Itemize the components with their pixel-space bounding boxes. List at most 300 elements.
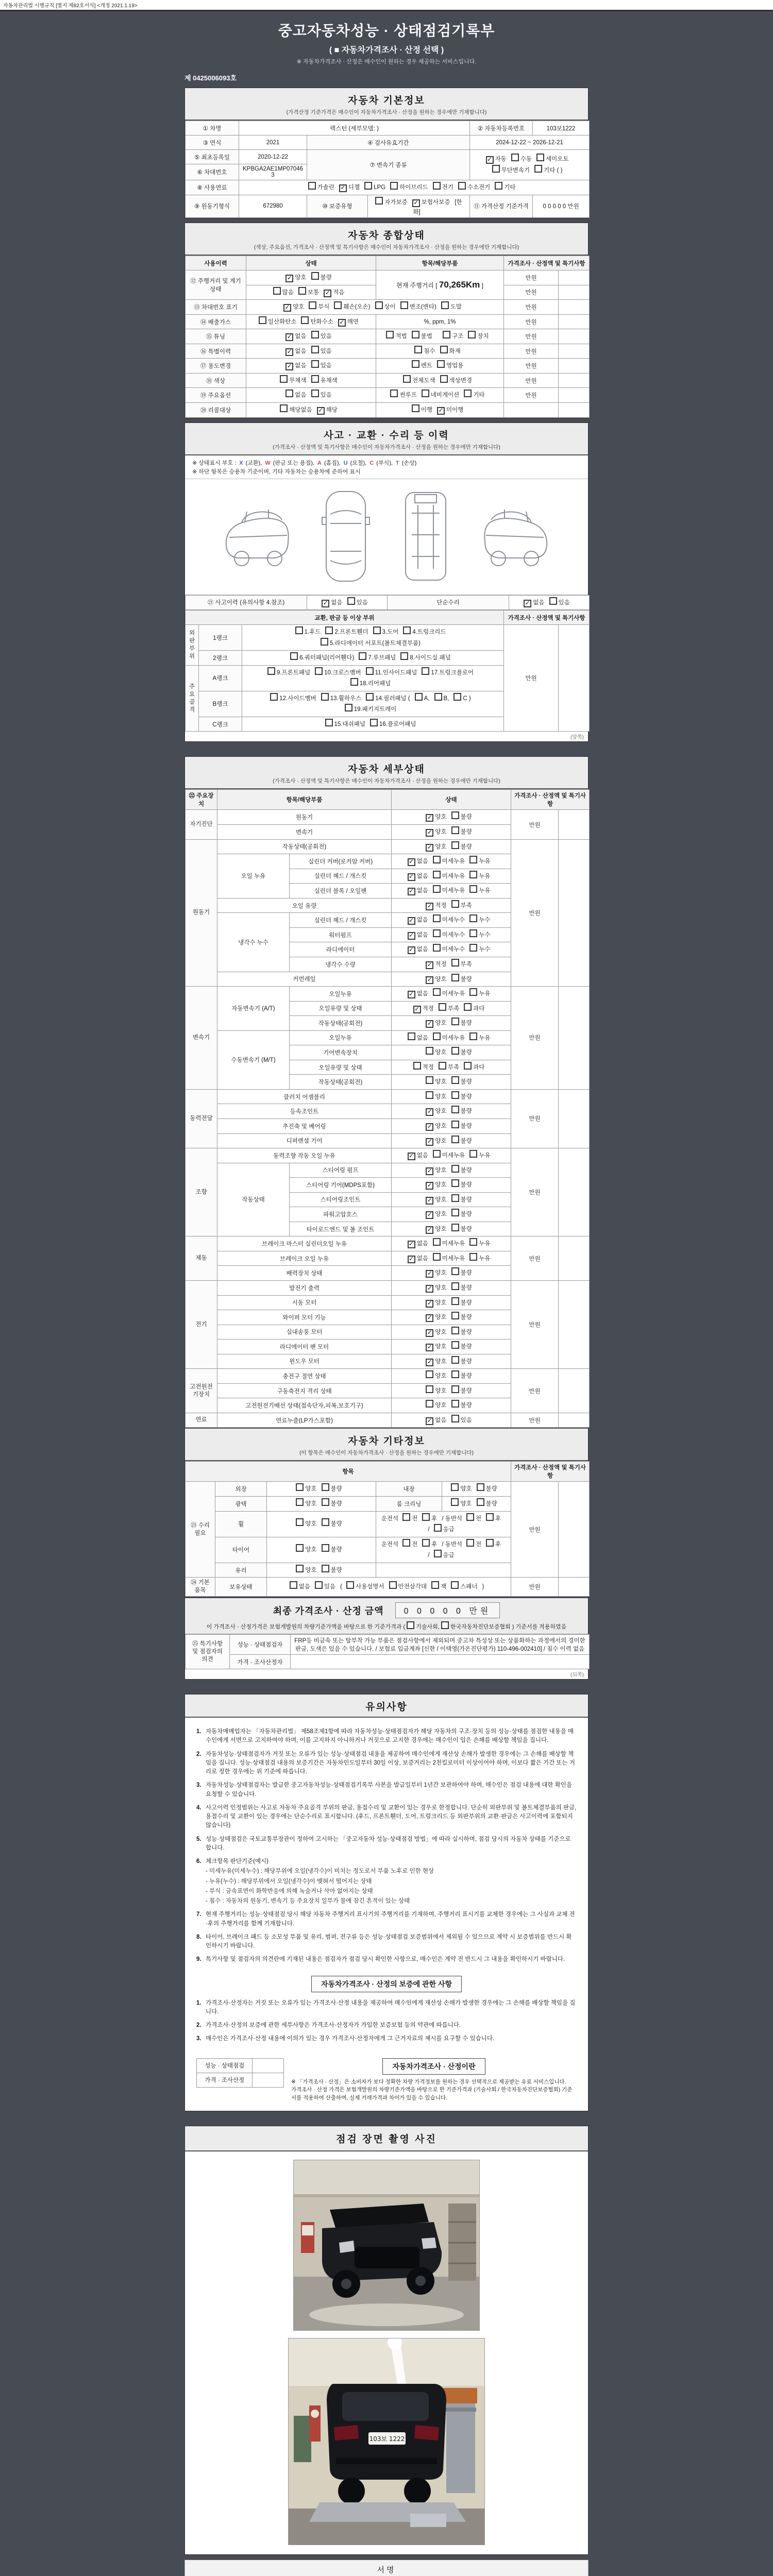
checkbox-checked[interactable]: ✓	[426, 976, 433, 984]
option-unchecked	[290, 652, 354, 664]
checkbox-unchecked[interactable]	[434, 693, 442, 701]
checkbox-unchecked[interactable]	[433, 1032, 441, 1040]
checkbox-checked[interactable]: ✓	[408, 858, 415, 866]
checkbox-unchecked[interactable]	[443, 331, 450, 338]
checkbox-checked[interactable]: ✓	[426, 1226, 433, 1234]
checkbox-unchecked[interactable]	[451, 1498, 459, 1506]
empty-cell	[559, 403, 590, 418]
checkbox-unchecked[interactable]	[400, 652, 408, 660]
checkbox-unchecked[interactable]	[311, 360, 319, 368]
checkbox-unchecked[interactable]	[451, 959, 459, 967]
value-cell	[291, 1655, 590, 1669]
option-label: 화재	[449, 348, 461, 354]
checkbox-unchecked[interactable]	[469, 885, 477, 893]
checkbox-unchecked[interactable]	[441, 1621, 449, 1629]
checkbox-unchecked[interactable]	[469, 988, 477, 996]
checkbox-unchecked[interactable]	[296, 1565, 304, 1572]
checkbox-unchecked[interactable]	[433, 1238, 441, 1246]
option-label: 가솔린	[317, 184, 334, 191]
option-label: 불량	[330, 1521, 342, 1528]
checkbox-checked[interactable]: ✓	[426, 1329, 433, 1337]
options-cell	[392, 1075, 511, 1090]
checkbox-unchecked[interactable]	[322, 1565, 329, 1572]
checkbox-unchecked[interactable]	[322, 1518, 329, 1526]
checkbox-unchecked[interactable]	[366, 693, 374, 701]
option-unchecked	[301, 316, 333, 328]
checkbox-unchecked[interactable]	[412, 360, 419, 368]
checkbox-unchecked[interactable]	[433, 1150, 441, 1158]
checkbox-unchecked[interactable]	[469, 871, 477, 878]
checkbox-unchecked[interactable]	[298, 287, 306, 295]
checkbox-unchecked[interactable]	[477, 1483, 484, 1491]
checkbox-unchecked[interactable]	[451, 1106, 459, 1113]
checkbox-unchecked[interactable]	[295, 626, 303, 634]
row-label: A랭크	[199, 665, 242, 691]
checkbox-unchecked[interactable]	[434, 1550, 442, 1557]
checkbox-checked[interactable]: ✓	[408, 1256, 415, 1263]
option-unchecked	[451, 1209, 472, 1220]
options-cell	[392, 972, 511, 987]
checkbox-unchecked[interactable]	[325, 626, 333, 634]
checkbox-checked[interactable]: ✓	[408, 991, 415, 998]
checkbox-unchecked[interactable]	[390, 389, 398, 397]
notice-item: 5. 성능·상태점검은 국토교통부장관이 정하여 고시하는 「중고자동차 성능·상태점검 방법」에 따라 실시하며, 점검 당시의 자동차 상태를 기준으로 합니다.	[196, 1836, 571, 1851]
option-label: 없음	[295, 363, 307, 369]
checkbox-unchecked[interactable]	[451, 1136, 459, 1143]
pricing-info-box-title: 자동차가격조사 · 산정이란	[382, 2058, 485, 2075]
checkbox-unchecked[interactable]	[426, 1047, 433, 1055]
checkbox-unchecked[interactable]	[359, 652, 366, 660]
checkbox-unchecked[interactable]	[311, 331, 319, 338]
car-underbody-diagram	[397, 487, 454, 585]
checkbox-unchecked[interactable]	[345, 704, 352, 711]
checkbox-unchecked[interactable]	[325, 719, 333, 726]
option-label: 디젤	[348, 184, 360, 191]
checkbox-checked[interactable]: ✓	[426, 1138, 433, 1146]
option-label: 상이	[384, 304, 396, 311]
checkbox-checked[interactable]: ✓	[339, 184, 347, 192]
price-cell: 만원	[511, 1148, 559, 1236]
checkbox-unchecked[interactable]	[322, 1483, 329, 1491]
warranty-list	[185, 1993, 588, 2052]
checkbox-unchecked[interactable]	[375, 197, 383, 205]
checkbox-checked[interactable]: ✓	[412, 199, 420, 207]
checkbox-unchecked[interactable]	[315, 667, 323, 675]
checkbox-checked[interactable]: ✓	[426, 1359, 433, 1366]
options-cell	[392, 913, 511, 928]
option-label: 없음	[416, 858, 428, 865]
checkbox-unchecked[interactable]	[451, 1341, 459, 1349]
option-checked	[426, 1225, 446, 1235]
checkbox-unchecked[interactable]	[439, 1062, 446, 1070]
checkbox-unchecked[interactable]	[267, 667, 275, 675]
checkbox-unchecked[interactable]	[403, 626, 411, 634]
option-label: 불량	[460, 1270, 472, 1277]
checkbox-unchecked[interactable]	[451, 1194, 459, 1202]
row-label: 단순수리	[388, 595, 509, 610]
price-cell: 만원	[511, 839, 559, 986]
checkbox-unchecked[interactable]	[433, 1253, 441, 1261]
checkbox-unchecked[interactable]	[370, 719, 378, 726]
checkbox-unchecked[interactable]	[321, 693, 329, 701]
checkbox-checked[interactable]: ✓	[322, 600, 329, 607]
checkbox-unchecked[interactable]	[511, 154, 519, 161]
checkbox-checked[interactable]: ✓	[426, 1197, 433, 1205]
option-label: 하이브리드	[399, 184, 428, 191]
checkbox-unchecked[interactable]	[364, 182, 372, 190]
checkbox-unchecked[interactable]	[422, 1513, 430, 1521]
options-cell	[392, 1266, 511, 1281]
checkbox-unchecked[interactable]	[495, 182, 502, 190]
checkbox-unchecked[interactable]	[407, 1621, 414, 1629]
checkbox-unchecked[interactable]	[389, 1581, 397, 1589]
inspection-photo-rear	[288, 2338, 485, 2545]
option-unchecked	[536, 154, 568, 165]
checkbox-checked[interactable]: ✓	[426, 1108, 433, 1116]
value-cell: 냉각수 누수	[217, 913, 290, 972]
checkbox-unchecked[interactable]	[422, 389, 429, 397]
checkbox-unchecked[interactable]	[408, 1032, 415, 1040]
option-unchecked	[451, 811, 472, 823]
checkbox-unchecked[interactable]	[451, 1483, 459, 1491]
checkbox-unchecked[interactable]	[437, 360, 445, 368]
checkbox-unchecked[interactable]	[296, 1518, 304, 1526]
checkbox-unchecked[interactable]	[469, 1238, 477, 1246]
inline-text: )	[482, 1584, 484, 1590]
checkbox-checked[interactable]: ✓	[426, 1314, 433, 1322]
checkbox-unchecked[interactable]	[412, 331, 419, 338]
checkbox-unchecked[interactable]	[451, 1179, 459, 1187]
checkbox-unchecked[interactable]	[373, 626, 381, 634]
checkbox-checked[interactable]: ✓	[426, 814, 433, 822]
option-unchecked	[433, 856, 465, 867]
checkbox-unchecked[interactable]	[469, 856, 477, 863]
option-label: 불량	[330, 1486, 342, 1493]
column-header: 항목/해당부품	[217, 790, 392, 810]
checkbox-unchecked[interactable]	[451, 1091, 459, 1099]
notices-title: 유의사항	[365, 1702, 408, 1713]
checkbox-unchecked[interactable]	[426, 1385, 433, 1393]
checkbox-unchecked[interactable]	[486, 1513, 494, 1521]
checkbox-unchecked[interactable]	[451, 1267, 459, 1275]
checkbox-unchecked[interactable]	[311, 375, 319, 383]
legend-symbol: C	[369, 460, 374, 466]
checkbox-unchecked[interactable]	[273, 287, 281, 295]
checkbox-checked[interactable]: ✓	[285, 363, 293, 370]
checkbox-unchecked[interactable]	[433, 885, 441, 893]
checkbox-unchecked[interactable]	[439, 1003, 446, 1011]
checkbox-unchecked[interactable]	[466, 1539, 474, 1547]
checkbox-checked[interactable]: ✓	[426, 1285, 433, 1293]
price-cell: 만원	[504, 270, 559, 285]
checkbox-unchecked[interactable]	[536, 154, 544, 161]
checkbox-unchecked[interactable]	[440, 375, 448, 383]
checkbox-unchecked[interactable]	[434, 1524, 442, 1532]
checkbox-unchecked[interactable]	[451, 1385, 459, 1393]
checkbox-unchecked[interactable]	[466, 1513, 474, 1521]
checkbox-unchecked[interactable]	[280, 375, 288, 383]
checkbox-unchecked[interactable]	[285, 389, 293, 397]
option-label: 18.리어패널	[359, 681, 391, 687]
checkbox-unchecked[interactable]	[486, 1539, 494, 1547]
checkbox-checked[interactable]: ✓	[408, 946, 415, 954]
option-label: 후	[495, 1515, 501, 1522]
checkbox-unchecked[interactable]	[375, 301, 383, 309]
option-label: 해당	[326, 407, 338, 414]
checkbox-unchecked[interactable]	[453, 693, 461, 701]
row-label: 성능 · 상태점검자	[230, 1635, 291, 1655]
checkbox-unchecked[interactable]	[414, 346, 422, 353]
checkbox-checked[interactable]: ✓	[426, 1417, 433, 1425]
checkbox-checked[interactable]: ✓	[317, 407, 325, 415]
checkbox-unchecked[interactable]	[440, 346, 448, 353]
checkbox-unchecked[interactable]	[451, 1312, 459, 1319]
checkbox-unchecked[interactable]	[322, 1544, 329, 1552]
option-checked	[285, 361, 306, 371]
checkbox-checked[interactable]: ✓	[426, 844, 433, 852]
checkbox-unchecked[interactable]	[469, 1253, 477, 1261]
option-unchecked	[451, 1498, 472, 1510]
checkbox-unchecked[interactable]	[296, 1498, 304, 1506]
checkbox-unchecked[interactable]	[413, 1062, 421, 1070]
option-label: 불량	[460, 1387, 472, 1394]
checkbox-unchecked[interactable]	[426, 1370, 433, 1378]
option-label: 불량	[485, 1486, 497, 1493]
checkbox-unchecked[interactable]	[259, 316, 266, 324]
options-cell	[392, 1236, 511, 1251]
checkbox-unchecked[interactable]	[433, 929, 441, 937]
checkbox-unchecked[interactable]	[451, 1581, 459, 1589]
checkbox-unchecked[interactable]	[458, 182, 466, 190]
checkbox-unchecked[interactable]	[469, 914, 477, 922]
checkbox-unchecked[interactable]	[492, 165, 500, 173]
checkbox-checked[interactable]: ✓	[285, 333, 293, 341]
checkbox-unchecked[interactable]	[451, 1356, 459, 1364]
checkbox-unchecked[interactable]	[296, 1483, 304, 1491]
options-cell	[392, 1001, 511, 1016]
checkbox-unchecked[interactable]	[468, 331, 476, 338]
checkbox-unchecked[interactable]	[422, 667, 429, 675]
checkbox-unchecked[interactable]	[311, 272, 319, 280]
checkbox-unchecked[interactable]	[422, 1539, 430, 1547]
checkbox-checked[interactable]: ✓	[426, 1300, 433, 1308]
checkbox-unchecked[interactable]	[415, 693, 423, 701]
option-label: 전기	[442, 184, 453, 191]
checkbox-unchecked[interactable]	[309, 301, 316, 309]
checkbox-unchecked[interactable]	[451, 1121, 459, 1128]
checkbox-checked[interactable]: ✓	[408, 888, 415, 895]
legend-symbol: W	[265, 460, 271, 466]
option-unchecked	[451, 1047, 472, 1058]
checkbox-unchecked[interactable]	[315, 1581, 323, 1589]
price-cell: 만원	[504, 388, 559, 403]
checkbox-checked[interactable]: ✓	[426, 1167, 433, 1175]
option-checked	[426, 1137, 446, 1147]
option-label: 미세누유	[442, 873, 465, 879]
checkbox-checked[interactable]: ✓	[437, 407, 445, 415]
checkbox-unchecked[interactable]	[402, 1539, 410, 1547]
option-label: 양호	[435, 1387, 447, 1394]
checkbox-checked[interactable]: ✓	[324, 290, 331, 297]
checkbox-unchecked[interactable]	[402, 1513, 410, 1521]
value-cell: 2020-12-22	[239, 150, 307, 164]
option-label: 없음	[295, 333, 307, 340]
options-cell	[392, 869, 511, 884]
checkbox-checked[interactable]: ✓	[426, 829, 433, 837]
checkbox-unchecked[interactable]	[322, 1498, 329, 1506]
option-label: 불량	[485, 1501, 497, 1507]
option-unchecked	[412, 331, 432, 342]
checkbox-unchecked[interactable]	[334, 301, 342, 309]
option-checked	[324, 288, 344, 298]
options-cell	[376, 373, 504, 388]
checkbox-unchecked[interactable]	[296, 1544, 304, 1552]
checkbox-unchecked[interactable]	[431, 1581, 439, 1589]
checkbox-unchecked[interactable]	[451, 841, 459, 849]
option-label: 양호	[435, 1270, 447, 1277]
checkbox-unchecked[interactable]	[400, 301, 408, 309]
checkbox-unchecked[interactable]	[451, 826, 459, 834]
checkbox-checked[interactable]: ✓	[408, 1153, 415, 1160]
checkbox-unchecked[interactable]	[386, 331, 394, 338]
signature-band	[184, 2559, 589, 2576]
checkbox-unchecked[interactable]	[451, 1327, 459, 1334]
checkbox-unchecked[interactable]	[451, 1209, 459, 1216]
option-checked	[408, 1254, 428, 1264]
checkbox-unchecked[interactable]	[270, 693, 278, 701]
checkbox-unchecked[interactable]	[469, 944, 477, 952]
checkbox-unchecked[interactable]	[469, 1032, 477, 1040]
option-label: 양호	[435, 1167, 447, 1174]
checkbox-unchecked[interactable]	[403, 375, 411, 383]
checkbox-unchecked[interactable]	[347, 597, 355, 605]
checkbox-unchecked[interactable]	[451, 1415, 459, 1422]
option-label: 있음	[324, 1584, 336, 1590]
checkbox-unchecked[interactable]	[451, 1282, 459, 1290]
option-label: 변조(변타)	[409, 304, 436, 311]
option-label: 양호	[435, 1314, 447, 1321]
checkbox-checked[interactable]: ✓	[408, 917, 415, 925]
checkbox-unchecked[interactable]	[321, 638, 328, 646]
checkbox-unchecked[interactable]	[451, 974, 459, 981]
checkbox-unchecked[interactable]	[366, 667, 374, 675]
checkbox-unchecked[interactable]	[464, 1062, 472, 1070]
checkbox-unchecked[interactable]	[451, 1400, 459, 1408]
checkbox-checked[interactable]: ✓	[426, 1020, 433, 1028]
checkbox-unchecked[interactable]	[477, 1498, 484, 1506]
option-unchecked	[315, 1581, 335, 1592]
checkbox-unchecked[interactable]	[280, 404, 288, 412]
checkbox-unchecked[interactable]	[451, 1165, 459, 1173]
row-label: ⑲ 주요옵션	[186, 388, 246, 403]
checkbox-unchecked[interactable]	[433, 182, 441, 190]
checkbox-unchecked[interactable]	[451, 1297, 459, 1305]
price-cell: 만원	[511, 1413, 559, 1428]
checkbox-checked[interactable]: ✓	[283, 304, 291, 312]
checkbox-unchecked[interactable]	[451, 1370, 459, 1378]
option-checked	[408, 989, 428, 999]
option-checked	[283, 302, 304, 313]
checkbox-unchecked[interactable]	[290, 652, 298, 660]
checkbox-unchecked[interactable]	[464, 1003, 472, 1011]
checkbox-unchecked[interactable]	[412, 404, 419, 412]
option-unchecked	[451, 1224, 472, 1235]
checkbox-unchecked[interactable]	[426, 1076, 433, 1084]
notice-item: 1. 자동차매매업자는 「자동차관리법」 제58조제1항에 따라 자동차성능·상태점검자가 해당 자동차의 구조·장치 등의 성능·상태를 점검한 내용을 매수인에게 서면으로 고지하여야 하며, 이를 고지하지 아니하거나 거짓으로 고지한 경우에는 매수인이 입은 손해를 배상할 책임을 집니다.	[196, 1728, 574, 1744]
checkbox-checked[interactable]: ✓	[426, 1211, 433, 1219]
checkbox-unchecked[interactable]	[433, 988, 441, 996]
checkbox-checked[interactable]: ✓	[408, 932, 415, 940]
checkbox-checked[interactable]: ✓	[285, 348, 293, 356]
checkbox-unchecked[interactable]	[301, 316, 309, 324]
value-cell: 냉각수 수량	[290, 957, 392, 972]
checkbox-checked[interactable]: ✓	[408, 1241, 415, 1248]
inline-text: 운전석	[381, 1541, 399, 1548]
checkbox-unchecked[interactable]	[390, 182, 398, 190]
option-unchecked	[366, 667, 417, 679]
checkbox-unchecked[interactable]	[469, 929, 477, 937]
checkbox-unchecked[interactable]	[451, 1076, 459, 1084]
checkbox-checked[interactable]: ✓	[426, 961, 433, 969]
checkbox-unchecked[interactable]	[441, 301, 449, 309]
checkbox-checked[interactable]: ✓	[285, 275, 293, 282]
checkbox-unchecked[interactable]	[426, 1091, 433, 1099]
value-cell: 추진축 및 베어링	[217, 1118, 392, 1133]
options-cell	[392, 1295, 511, 1310]
checkbox-unchecked[interactable]	[549, 597, 557, 605]
checkbox-unchecked[interactable]	[451, 1047, 459, 1055]
checkbox-unchecked[interactable]	[433, 914, 441, 922]
checkbox-unchecked[interactable]	[346, 1581, 354, 1589]
value-cell: 라디에이터 팬 모터	[217, 1340, 392, 1354]
checkbox-checked[interactable]: ✓	[524, 600, 531, 607]
option-label: 불량	[460, 1329, 472, 1335]
checkbox-checked[interactable]: ✓	[338, 319, 346, 327]
checkbox-unchecked[interactable]	[308, 182, 316, 190]
checkbox-unchecked[interactable]	[433, 856, 441, 863]
checkbox-checked[interactable]: ✓	[426, 1182, 433, 1190]
row-label: 광택	[215, 1497, 267, 1512]
checkbox-unchecked[interactable]	[433, 871, 441, 878]
checkbox-unchecked[interactable]	[451, 811, 459, 819]
option-label: 없음	[295, 392, 307, 399]
checkbox-unchecked[interactable]	[426, 1400, 433, 1408]
checkbox-unchecked[interactable]	[311, 346, 319, 353]
option-unchecked	[431, 1581, 446, 1592]
checkbox-unchecked[interactable]	[469, 1150, 477, 1158]
checkbox-unchecked[interactable]	[451, 1018, 459, 1025]
checkbox-checked[interactable]: ✓	[486, 156, 494, 164]
checkbox-checked[interactable]: ✓	[426, 1344, 433, 1351]
options-cell	[246, 403, 376, 418]
checkbox-unchecked[interactable]	[464, 389, 472, 397]
option-checked	[426, 1357, 446, 1367]
checkbox-checked[interactable]: ✓	[426, 1123, 433, 1131]
checkbox-unchecked[interactable]	[433, 944, 441, 952]
checkbox-unchecked[interactable]	[451, 1224, 459, 1231]
checkbox-checked[interactable]: ✓	[426, 903, 433, 910]
checkbox-unchecked[interactable]	[350, 678, 358, 686]
checkbox-unchecked[interactable]	[290, 1581, 297, 1589]
checkbox-unchecked[interactable]	[451, 900, 459, 908]
checkbox-unchecked[interactable]	[534, 165, 542, 173]
checkbox-checked[interactable]: ✓	[413, 1006, 421, 1013]
checkbox-checked[interactable]: ✓	[426, 1270, 433, 1278]
checkbox-checked[interactable]: ✓	[408, 873, 415, 881]
current-mileage: 70,265Km	[439, 280, 480, 290]
option-unchecked	[433, 1253, 465, 1264]
checkbox-unchecked[interactable]	[311, 389, 319, 397]
